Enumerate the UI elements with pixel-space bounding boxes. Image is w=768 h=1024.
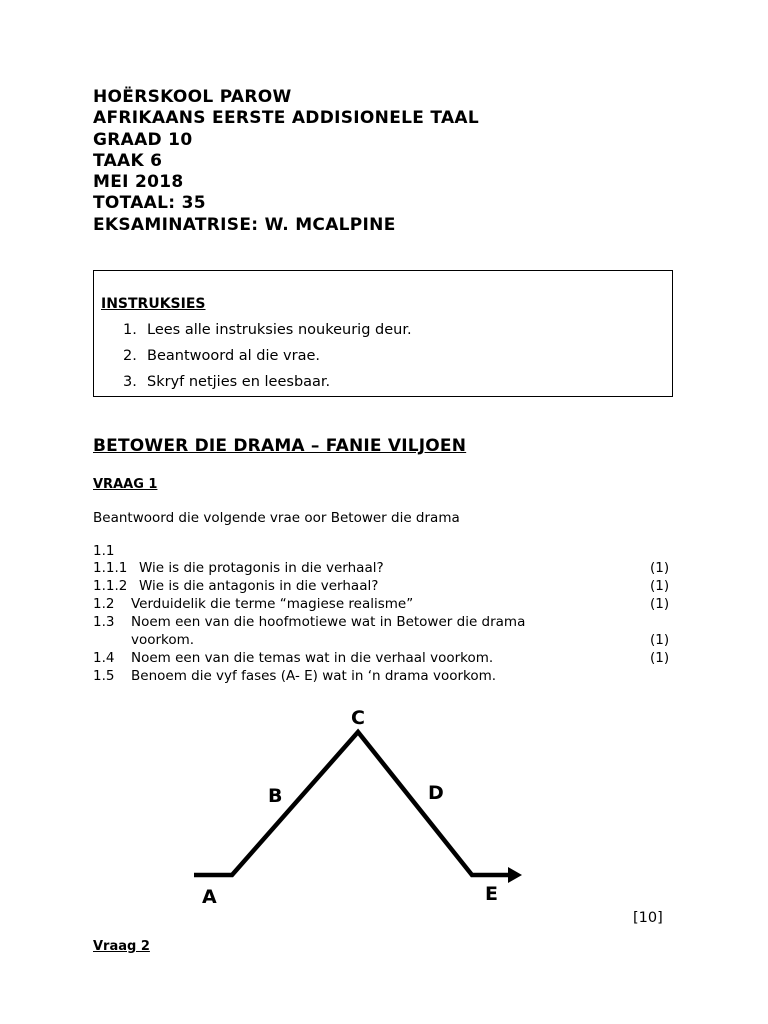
subject-name: AFRIKAANS EERSTE ADDISIONELE TAAL [93,108,479,129]
arrow-head-icon [508,867,522,883]
instruction-item [123,348,320,364]
question-mark: (1) [650,578,670,594]
question-row [93,614,525,630]
total-marks: TOTAAL: 35 [93,193,206,214]
question-mark: (1) [650,632,670,648]
question-number: 1.5 [93,668,115,684]
plot-line [194,732,510,875]
question-text: Wie is die protagonis in die verhaal? [139,560,384,576]
instruction-text: Beantwoord al die vrae. [147,348,320,364]
question-row [93,668,496,684]
question-mark: (1) [650,560,670,576]
instructions-box [93,270,673,397]
instruction-item [123,322,412,338]
question-number: 1.4 [93,650,115,666]
examiner: EKSAMINATRISE: W. MCALPINE [93,214,396,235]
grade: GRAAD 10 [93,129,193,150]
instruction-number: 3. [123,374,137,390]
question-text: Wie is die antagonis in die verhaal? [139,578,379,594]
phase-label-b: B [268,785,283,807]
question-text: Noem een van die temas wat in die verhaal voorkom. [131,650,494,666]
date: MEI 2018 [93,172,184,193]
question-number: 1.1.2 [93,578,128,594]
task: TAAK 6 [93,150,163,171]
instructions-title: INSTRUKSIES [101,296,206,312]
instruction-number: 1. [123,322,137,338]
phase-label-e: E [485,883,498,905]
drama-phases-diagram [190,700,530,910]
question-mark: (1) [650,596,670,612]
phase-label-c: C [351,707,365,729]
instruction-number: 2. [123,348,137,364]
question-1-intro: Beantwoord die volgende vrae oor Betower die drama [93,510,460,526]
question-text: Noem een van die hoofmotiewe wat in Betower die drama [131,614,526,630]
instruction-text: Lees alle instruksies noukeurig deur. [147,322,412,338]
phase-label-d: D [428,782,444,804]
instruction-text: Skryf netjies en leesbaar. [147,374,331,390]
question-1-total: [10] [633,910,663,926]
document-header [93,87,479,236]
question-2-title: Vraag 2 [93,939,150,954]
question-number: 1.3 [93,614,115,630]
question-row [93,578,378,594]
question-text: Benoem die vyf fases (A- E) wat in ‘n drama voorkom. [131,668,497,684]
question-row [93,650,493,666]
section-title: BETOWER DIE DRAMA – FANIE VILJOEN [93,436,467,456]
question-mark: (1) [650,650,670,666]
question-text: voorkom. [131,632,195,648]
question-number: 1.2 [93,596,115,612]
school-name: HOËRSKOOL PAROW [93,87,292,107]
question-number: 1.1 [93,543,115,559]
instruction-item [123,374,330,390]
question-row [93,596,413,612]
question-row [93,632,194,648]
question-row [93,543,114,559]
question-1-title: VRAAG 1 [93,477,158,492]
question-row [93,560,384,576]
question-number: 1.1.1 [93,560,128,576]
phase-label-a: A [202,886,217,908]
question-text: Verduidelik die terme “magiese realisme” [131,596,414,612]
